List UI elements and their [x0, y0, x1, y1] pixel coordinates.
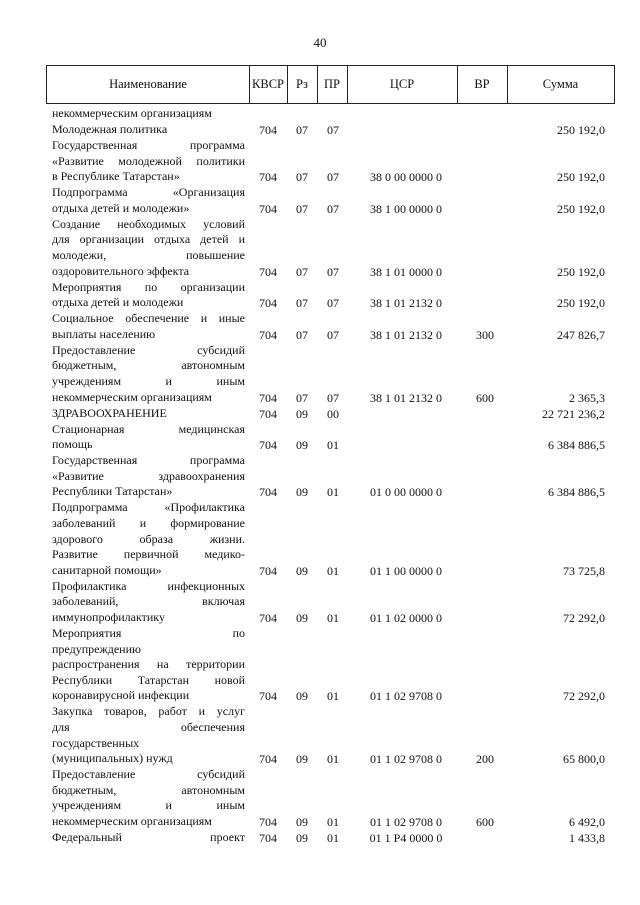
header-sum: Сумма — [542, 77, 579, 91]
cell-csr: 01 0 00 0000 0 — [370, 485, 442, 500]
table-row — [0, 185, 640, 217]
row-name-line: Предоставление субсидий — [52, 342, 245, 357]
table-row — [0, 422, 640, 454]
cell-vr — [465, 107, 505, 122]
cell-vr — [465, 611, 505, 626]
cell-kvsr: 704 — [259, 264, 277, 279]
table-row — [0, 122, 640, 138]
cell-vr — [465, 265, 505, 280]
row-name-line: отдыха детей и молодежи» — [52, 200, 190, 215]
cell-kvsr: 704 — [259, 610, 277, 625]
cell-kvsr: 704 — [259, 752, 277, 767]
cell-vr: 600 — [476, 814, 494, 829]
cell-pr: 01 — [327, 485, 339, 500]
row-name-line: помощь — [52, 437, 93, 452]
cell-rz: 09 — [296, 689, 308, 704]
budget-table-body — [0, 106, 640, 886]
row-name-line: отдыха детей и молодежи — [52, 295, 184, 310]
row-name-line: выплаты населению — [52, 326, 156, 341]
row-name-line: заболеваний и формирование — [52, 515, 245, 530]
cell-pr: 07 — [327, 170, 339, 185]
cell-sum: 250 192,0 — [557, 170, 605, 185]
cell-sum: 250 192,0 — [557, 201, 605, 216]
cell-rz: 09 — [296, 610, 308, 625]
row-name-line: «Развитие здравоохранения — [52, 468, 245, 483]
cell-rz: 07 — [296, 296, 308, 311]
cell-csr: 38 1 00 0000 0 — [370, 201, 442, 216]
row-name-line: Федеральный проект — [52, 830, 245, 844]
cell-vr — [465, 831, 505, 846]
row-name-line: государственных — [52, 735, 140, 750]
header-name: Наименование — [47, 66, 250, 103]
cell-rz: 07 — [296, 123, 308, 137]
row-name-line: Профилактика инфекционных — [52, 578, 245, 593]
row-name-line: Мероприятия по — [52, 626, 245, 640]
cell-kvsr: 704 — [259, 327, 277, 342]
cell-kvsr: 704 — [259, 296, 277, 311]
cell-vr — [465, 438, 505, 453]
row-name-line: учреждениям и иным — [52, 373, 245, 388]
row-name-line: оздоровительного эффекта — [52, 263, 190, 278]
cell-csr: 01 1 00 0000 0 — [370, 563, 442, 578]
cell-vr — [465, 296, 505, 311]
row-name-line: Развитие первичной медико- — [52, 547, 245, 562]
cell-csr — [352, 107, 460, 122]
cell-csr — [352, 438, 460, 453]
row-name-line: здорового образа жизни. — [52, 531, 245, 546]
table-row — [0, 343, 640, 406]
cell-pr: 01 — [327, 610, 339, 625]
row-name-line: Создание необходимых условий — [52, 216, 245, 231]
cell-sum: 73 725,8 — [563, 563, 605, 578]
cell-csr: 01 1 02 9708 0 — [370, 752, 442, 767]
cell-csr — [352, 407, 460, 422]
cell-kvsr: 704 — [259, 563, 277, 578]
cell-rz: 07 — [296, 390, 308, 405]
row-name-line: коронавирусной инфекции — [52, 688, 190, 703]
cell-kvsr: 704 — [259, 123, 277, 137]
table-row — [0, 626, 640, 704]
row-name-line: Закупка товаров, работ и услуг — [52, 704, 245, 719]
cell-rz: 09 — [296, 438, 308, 453]
row-name-line: в Республике Татарстан» — [52, 169, 180, 184]
cell-vr — [465, 170, 505, 185]
cell-kvsr: 704 — [259, 201, 277, 216]
cell-pr: 07 — [327, 123, 339, 137]
row-name-line: (муниципальных) нужд — [52, 751, 173, 766]
row-name-line: некоммерческим организациям — [52, 813, 212, 828]
header-csr: ЦСР — [347, 66, 458, 103]
cell-sum: 250 192,0 — [557, 296, 605, 311]
cell-pr: 00 — [327, 406, 339, 421]
row-name-line: Молодежная политика — [52, 122, 168, 136]
table-row — [0, 138, 640, 185]
row-name-line: учреждениям и иным — [52, 798, 245, 813]
cell-rz: 07 — [296, 264, 308, 279]
row-name-line: заболеваний, включая — [52, 594, 245, 609]
table-header — [46, 65, 615, 104]
table-row — [0, 767, 640, 830]
cell-pr: 01 — [327, 689, 339, 704]
cell-kvsr: 704 — [259, 485, 277, 500]
table-row — [0, 106, 640, 122]
header-kvsr: КВСР — [249, 66, 288, 103]
row-name-line: молодежи, повышение — [52, 247, 245, 262]
row-name-line: бюджетным, автономным — [52, 358, 245, 373]
cell-rz: 09 — [296, 563, 308, 578]
cell-pr: 07 — [327, 390, 339, 405]
cell-pr: 01 — [327, 752, 339, 767]
cell-vr — [465, 564, 505, 579]
cell-sum — [505, 107, 605, 122]
cell-pr: 07 — [327, 296, 339, 311]
cell-csr: 38 1 01 2132 0 — [370, 327, 442, 342]
cell-sum: 250 192,0 — [557, 264, 605, 279]
row-name-line: бюджетным, автономным — [52, 782, 245, 797]
cell-sum: 22 721 236,2 — [542, 406, 605, 421]
cell-sum: 72 292,0 — [563, 610, 605, 625]
cell-csr: 38 1 01 2132 0 — [370, 390, 442, 405]
cell-vr — [465, 485, 505, 500]
cell-vr: 600 — [476, 390, 494, 405]
row-name-line: Республики Татарстан новой — [52, 672, 245, 687]
cell-sum: 2 365,3 — [569, 390, 605, 405]
table-row — [0, 406, 640, 422]
cell-kvsr: 704 — [259, 831, 277, 845]
cell-sum: 72 292,0 — [563, 689, 605, 704]
row-name-line: ЗДРАВООХРАНЕНИЕ — [52, 405, 167, 420]
cell-vr: 200 — [476, 752, 494, 767]
table-row — [0, 704, 640, 767]
row-name-line: предупреждению — [52, 641, 141, 656]
row-name-line: Стационарная медицинская — [52, 421, 245, 436]
cell-kvsr: 704 — [259, 170, 277, 185]
page-number: 40 — [313, 35, 327, 50]
row-name-line: Предоставление субсидий — [52, 767, 245, 782]
cell-csr: 38 1 01 0000 0 — [370, 264, 442, 279]
cell-csr: 01 1 Р4 0000 0 — [369, 831, 443, 845]
header-vr: ВР — [457, 66, 508, 103]
cell-pr: 01 — [327, 563, 339, 578]
row-name-line: некоммерческим организациям — [52, 106, 212, 120]
cell-rz: 09 — [296, 752, 308, 767]
cell-sum: 6 384 886,5 — [548, 485, 605, 500]
table-row — [0, 500, 640, 578]
cell-kvsr: 704 — [259, 406, 277, 421]
cell-rz: 09 — [296, 814, 308, 829]
cell-pr: 07 — [327, 201, 339, 216]
cell-kvsr — [253, 107, 283, 122]
cell-sum: 1 433,8 — [569, 831, 605, 845]
cell-csr: 38 0 00 0000 0 — [370, 170, 442, 185]
cell-vr: 300 — [476, 327, 494, 342]
cell-rz: 07 — [296, 201, 308, 216]
cell-vr — [465, 689, 505, 704]
table-row — [0, 579, 640, 626]
row-name-line: Государственная программа — [52, 453, 245, 468]
cell-pr: 07 — [327, 327, 339, 342]
cell-pr: 07 — [327, 264, 339, 279]
cell-sum: 247 826,7 — [557, 327, 605, 342]
row-name-line: распространения на территории — [52, 657, 245, 672]
table-row — [0, 217, 640, 280]
cell-pr: 01 — [327, 814, 339, 829]
row-name-line: Подпрограмма «Профилактика — [52, 500, 245, 515]
cell-csr: 38 1 01 2132 0 — [370, 296, 442, 311]
row-name-line: Социальное обеспечение и иные — [52, 311, 245, 326]
row-name-line: для организации отдыха детей и — [52, 232, 245, 247]
cell-pr: 01 — [327, 438, 339, 453]
row-name-line: некоммерческим организациям — [52, 389, 212, 404]
cell-sum: 6 492,0 — [569, 814, 605, 829]
cell-kvsr: 704 — [259, 438, 277, 453]
row-name-line: иммунопрофилактику — [52, 609, 165, 624]
cell-rz: 09 — [296, 831, 308, 845]
header-rz: Рз — [287, 66, 318, 103]
cell-rz: 07 — [296, 327, 308, 342]
cell-vr — [465, 123, 505, 138]
row-name-line: «Развитие молодежной политики — [52, 153, 245, 168]
row-name-line: санитарной помощи» — [52, 562, 162, 577]
table-row — [0, 280, 640, 312]
row-name-line: Республики Татарстан» — [52, 484, 173, 499]
row-name-line: Государственная программа — [52, 138, 245, 152]
cell-rz: 09 — [296, 406, 308, 421]
cell-csr — [352, 123, 460, 138]
cell-pr: 01 — [327, 831, 339, 845]
row-name-line: Подпрограмма «Организация — [52, 185, 245, 200]
cell-kvsr: 704 — [259, 689, 277, 704]
row-name-line: Мероприятия по организации — [52, 279, 245, 294]
table-row — [0, 311, 640, 343]
cell-rz: 07 — [296, 170, 308, 185]
cell-rz: 09 — [296, 485, 308, 500]
cell-vr — [465, 407, 505, 422]
row-name-line: для обеспечения — [52, 719, 245, 734]
cell-pr — [320, 107, 346, 122]
cell-sum: 65 800,0 — [563, 752, 605, 767]
table-row — [0, 453, 640, 500]
table-row — [0, 830, 640, 846]
cell-sum: 250 192,0 — [557, 123, 605, 137]
cell-csr: 01 1 02 9708 0 — [370, 689, 442, 704]
cell-csr: 01 1 02 0000 0 — [370, 610, 442, 625]
cell-rz — [289, 107, 315, 122]
cell-kvsr: 704 — [259, 814, 277, 829]
cell-kvsr: 704 — [259, 390, 277, 405]
header-pr: ПР — [317, 66, 348, 103]
cell-csr: 01 1 02 9708 0 — [370, 814, 442, 829]
cell-sum: 6 384 886,5 — [548, 438, 605, 453]
cell-vr — [465, 202, 505, 217]
